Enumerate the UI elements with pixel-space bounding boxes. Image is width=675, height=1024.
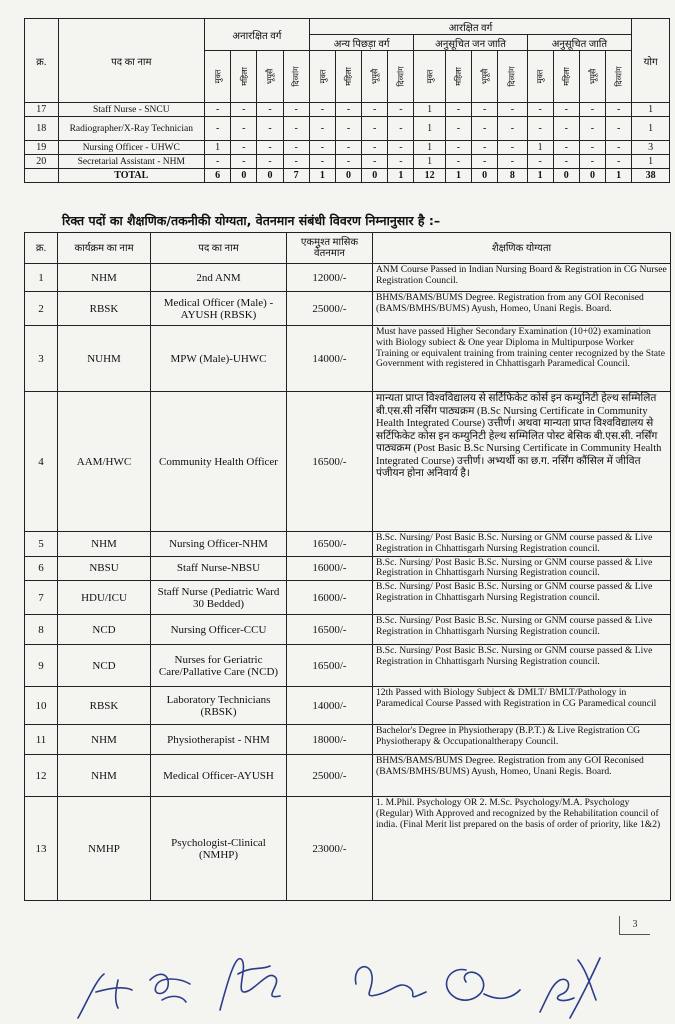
q-salary-header: एकमुश्त मासिक वेतनमान: [287, 233, 373, 264]
subcategory-header: [498, 51, 527, 103]
table-cell: -: [309, 117, 335, 141]
table-cell: 0: [231, 169, 257, 183]
vacancy-rows: [25, 103, 670, 183]
subcategory-header: [579, 51, 605, 103]
subcategory-header: [553, 51, 579, 103]
table-cell-post: 2nd ANM: [151, 264, 287, 292]
table-cell: -: [388, 141, 414, 155]
table-cell: 1: [414, 103, 445, 117]
subcategory-header: [205, 51, 231, 103]
subcategory-header: [335, 51, 361, 103]
table-cell-program: NUHM: [58, 326, 151, 392]
table-cell: 1: [309, 169, 335, 183]
table-cell: -: [205, 117, 231, 141]
table-cell: -: [309, 103, 335, 117]
table-row: [25, 797, 671, 901]
signature-3: [220, 959, 280, 1010]
subcategory-header: [527, 51, 553, 103]
table-cell-post: Staff Nurse (Pediatric Ward 30 Bedded): [151, 581, 287, 615]
subcategory-label: भूपूसै: [265, 68, 275, 85]
table-cell-salary: 14000/-: [287, 687, 373, 725]
table-cell: -: [335, 141, 361, 155]
table-cell: -: [527, 155, 553, 169]
table-cell-sno: 2: [25, 292, 58, 326]
table-row: [25, 581, 671, 615]
table-cell-qual: मान्यता प्राप्त विश्वविद्यालय से सर्टिफिकेट कोर्स इन कम्युनिटी हेल्थ सम्मिलित बी.एस.सी नर्सिंग पाठ्यक्रम (B.Sc Nursing Certificate in Community Health Integrated Course) उत्तीर्ण। अथवा मान्यता प्राप्त विश्वविद्यालय से सर्टिफिकेट कोस इन कम्युनिटी हेल्थ सम्मिलित पोस्ट बेसिक बी.एस.सी. नर्सिंग पाठ्यक्रम (Post Basic B.Sc Nursing Certificate in Community Health Integrated Course) उत्तीर्ण। अभ्यर्थी का छ.ग. नर्सिंग कौंसिल में जीवित पंजीयन होना अनिवार्य है।: [373, 392, 671, 532]
table-cell: 1: [632, 155, 670, 169]
reserved-header: आरक्षित वर्ग: [309, 19, 631, 35]
table-cell: -: [362, 117, 388, 141]
table-row: [25, 141, 670, 155]
table-cell-post: MPW (Male)-UHWC: [151, 326, 287, 392]
table-cell: 0: [257, 169, 283, 183]
table-cell: -: [579, 103, 605, 117]
table-cell-program: RBSK: [58, 687, 151, 725]
table-cell: -: [472, 155, 498, 169]
sc-header: अनुसूचित जन जाति: [414, 35, 527, 51]
table-cell: -: [231, 155, 257, 169]
table-row: [25, 264, 671, 292]
signature-6: [540, 958, 600, 1018]
unreserved-header: अनारक्षित वर्ग: [205, 19, 310, 51]
table-cell: 19: [25, 141, 59, 155]
table-cell-program: NHM: [58, 725, 151, 755]
table-cell: Staff Nurse - SNCU: [58, 103, 205, 117]
table-cell: 0: [472, 169, 498, 183]
table-cell-qual: B.Sc. Nursing/ Post Basic B.Sc. Nursing or GNM course passed & Live Registration in Chhattisgarh Nursing Registration council.: [373, 556, 671, 581]
table-cell: -: [231, 117, 257, 141]
table-row: [25, 103, 670, 117]
table-cell: Secretarial Assistant - NHM: [58, 155, 205, 169]
table-cell-post: Nursing Officer-NHM: [151, 532, 287, 557]
table-cell: -: [231, 141, 257, 155]
table-cell: 0: [335, 169, 361, 183]
table-row: [25, 687, 671, 725]
table-cell: 3: [632, 141, 670, 155]
obc-header: अन्य पिछड़ा वर्ग: [309, 35, 414, 51]
table-cell: -: [231, 103, 257, 117]
table-cell-post: Physiotherapist - NHM: [151, 725, 287, 755]
table-cell-qual: BHMS/BAMS/BUMS Degree. Registration from any GOI Reconised (BAMS/BMHS/BUMS) Ayush, Homeo, Unani Regis. Board.: [373, 755, 671, 797]
table-cell-post: Psychologist-Clinical (NMHP): [151, 797, 287, 901]
table-row: [25, 155, 670, 169]
table-row: [25, 556, 671, 581]
table-cell: -: [498, 141, 527, 155]
signature-1: [78, 974, 132, 1018]
table-cell: TOTAL: [58, 169, 205, 183]
table-cell: -: [553, 141, 579, 155]
table-cell-sno: 10: [25, 687, 58, 725]
table-cell: -: [283, 155, 309, 169]
table-cell-qual: Must have passed Higher Secondary Examination (10+02) examination with Biology subiect & One year Diploma in Multipurpose Worker Training or equivalent training from training center recognized by the State Government with registered in Chhattisgarh Paramedical Council.: [373, 326, 671, 392]
qualification-table: [24, 232, 671, 901]
qualification-rows: [25, 264, 671, 901]
subcategory-label: मुक्त: [425, 69, 435, 84]
signature-2: [150, 974, 190, 1002]
table-row: [25, 755, 671, 797]
table-cell-qual: B.Sc. Nursing/ Post Basic B.Sc. Nursing or GNM course passed & Live Registration in Chhattisgarh Nursing Registration council.: [373, 645, 671, 687]
table-cell: -: [335, 155, 361, 169]
subcategory-label: महिला: [344, 67, 354, 86]
table-cell: 1: [632, 117, 670, 141]
table-cell: 1: [388, 169, 414, 183]
table-cell-post: Laboratory Technicians (RBSK): [151, 687, 287, 725]
table-cell: -: [606, 141, 632, 155]
table-cell: -: [388, 103, 414, 117]
table-cell-qual: 12th Passed with Biology Subject & DMLT/ BMLT/Pathology in Paramedical Course Passed with Registration in CG Paramedical council: [373, 687, 671, 725]
table-row: [25, 615, 671, 645]
table-cell-salary: 25000/-: [287, 292, 373, 326]
subcategory-header: [231, 51, 257, 103]
table-row: [25, 532, 671, 557]
table-cell: -: [388, 117, 414, 141]
table-cell: -: [205, 155, 231, 169]
table-cell: -: [498, 117, 527, 141]
table-cell: 38: [632, 169, 670, 183]
table-cell: 18: [25, 117, 59, 141]
table-cell: -: [445, 117, 471, 141]
table-cell-salary: 14000/-: [287, 326, 373, 392]
table-cell: -: [257, 141, 283, 155]
table-cell-program: NHM: [58, 755, 151, 797]
table-cell: -: [498, 103, 527, 117]
table-cell-salary: 16500/-: [287, 645, 373, 687]
subcategory-header: [472, 51, 498, 103]
table-cell-qual: B.Sc. Nursing/ Post Basic B.Sc. Nursing or GNM course passed & Live Registration in Chhattisgarh Nursing Registration council.: [373, 615, 671, 645]
table-cell: -: [283, 117, 309, 141]
subcategory-label: दिव्यांग: [396, 66, 406, 87]
subcategory-header: [388, 51, 414, 103]
table-cell: 7: [283, 169, 309, 183]
subcategory-header: [257, 51, 283, 103]
table-cell-program: AAM/HWC: [58, 392, 151, 532]
table-cell: 17: [25, 103, 59, 117]
table-cell: -: [472, 103, 498, 117]
table-cell-salary: 16500/-: [287, 615, 373, 645]
table-cell-program: NHM: [58, 264, 151, 292]
table-cell: 1: [414, 117, 445, 141]
subcategory-header: [445, 51, 471, 103]
signature-4: [355, 967, 426, 997]
table-row: [25, 392, 671, 532]
table-cell-salary: 16500/-: [287, 532, 373, 557]
page-number: 3: [619, 916, 650, 935]
q-post-header: पद का नाम: [151, 233, 287, 264]
total-row: [25, 169, 670, 183]
table-cell: -: [335, 103, 361, 117]
table-cell-program: NBSU: [58, 556, 151, 581]
table-cell: 20: [25, 155, 59, 169]
table-cell: -: [472, 117, 498, 141]
table-cell-qual: BHMS/BAMS/BUMS Degree. Registration from any GOI Reconised (BAMS/BMHS/BUMS) Ayush, Homeo, Unani Regis. Board.: [373, 292, 671, 326]
table-cell-post: Nurses for Geriatric Care/Pallative Care (NCD): [151, 645, 287, 687]
table-cell-salary: 16500/-: [287, 392, 373, 532]
table-cell: -: [553, 103, 579, 117]
table-cell: 6: [205, 169, 231, 183]
table-row: [25, 117, 670, 141]
vacancy-table: [24, 18, 670, 183]
table-cell-post: Nursing Officer-CCU: [151, 615, 287, 645]
table-cell-program: NCD: [58, 615, 151, 645]
table-cell: -: [257, 155, 283, 169]
col-post-name-header: पद का नाम: [58, 19, 205, 103]
table-cell: 1: [205, 141, 231, 155]
table-cell: -: [579, 155, 605, 169]
table-cell: -: [579, 117, 605, 141]
table-cell-salary: 18000/-: [287, 725, 373, 755]
col-sno-header: क्र.: [25, 19, 59, 103]
table-cell-qual: Bachelor's Degree in Physiotherapy (B.P.T.) & Live Registration CG Physiotherapy & Occupationaltherapy Council.: [373, 725, 671, 755]
table-cell: -: [445, 103, 471, 117]
table-cell: Nursing Officer - UHWC: [58, 141, 205, 155]
table-cell-sno: 12: [25, 755, 58, 797]
subcategory-label: दिव्यांग: [614, 66, 624, 87]
subcategory-label: दिव्यांग: [291, 66, 301, 87]
subcategory-header: [309, 51, 335, 103]
table-cell: 1: [606, 169, 632, 183]
table-cell: -: [283, 141, 309, 155]
table-cell-salary: 25000/-: [287, 755, 373, 797]
subcategory-label: महिला: [561, 67, 571, 86]
table-cell-post: Medical Officer-AYUSH: [151, 755, 287, 797]
table-cell: 0: [362, 169, 388, 183]
table-cell: -: [309, 141, 335, 155]
signature-5: [447, 970, 520, 1001]
table-cell: -: [388, 155, 414, 169]
table-cell: -: [527, 103, 553, 117]
section-heading: रिक्त पदों का शैक्षणिक/तकनीकी योग्यता, वेतनमान संबंधी विवरण निम्नानुसार है :–: [62, 213, 441, 228]
table-cell: 1: [414, 141, 445, 155]
table-cell-program: NCD: [58, 645, 151, 687]
table-cell: 1: [527, 169, 553, 183]
table-cell: -: [553, 155, 579, 169]
table-cell-post: Community Health Officer: [151, 392, 287, 532]
table-cell-qual: ANM Course Passed in Indian Nursing Board & Registration in CG Nursee Registration Council.: [373, 264, 671, 292]
table-cell-program: HDU/ICU: [58, 581, 151, 615]
table-cell-sno: 11: [25, 725, 58, 755]
subcategory-label: दिव्यांग: [507, 66, 517, 87]
table-cell-salary: 12000/-: [287, 264, 373, 292]
table-cell: -: [445, 155, 471, 169]
table-cell: 1: [632, 103, 670, 117]
table-cell-program: NMHP: [58, 797, 151, 901]
subcategory-label: मुक्त: [213, 69, 223, 84]
table-cell: -: [606, 103, 632, 117]
table-cell-sno: 5: [25, 532, 58, 557]
signatures: [0, 930, 675, 1024]
table-cell: 1: [414, 155, 445, 169]
subcategory-label: महिला: [453, 67, 463, 86]
table-cell-salary: 23000/-: [287, 797, 373, 901]
table-cell: -: [553, 117, 579, 141]
subcategory-header: [606, 51, 632, 103]
table-cell: -: [335, 117, 361, 141]
table-cell-qual: 1. M.Phil. Psychology OR 2. M.Sc. Psychology/M.A. Psychology (Regular) With Approved and recognized by the Rehabilitation council of india. (Final Merit list prepared on the basis of order of priority, like 1&2): [373, 797, 671, 901]
table-cell-sno: 3: [25, 326, 58, 392]
table-cell: -: [579, 141, 605, 155]
table-cell: 0: [553, 169, 579, 183]
subcategory-label: मुक्त: [535, 69, 545, 84]
table-cell: -: [362, 141, 388, 155]
table-cell: -: [498, 155, 527, 169]
table-cell-program: NHM: [58, 532, 151, 557]
table-cell: 8: [498, 169, 527, 183]
table-cell: -: [205, 103, 231, 117]
table-cell-program: RBSK: [58, 292, 151, 326]
subcategory-header: [283, 51, 309, 103]
table-cell: 12: [414, 169, 445, 183]
table-cell: -: [445, 141, 471, 155]
table-cell-post: Medical Officer (Male) -AYUSH (RBSK): [151, 292, 287, 326]
subcategory-label: महिला: [239, 67, 249, 86]
subcategory-header: [362, 51, 388, 103]
table-row: [25, 645, 671, 687]
subcategory-label: मुक्त: [317, 69, 327, 84]
table-cell: -: [283, 103, 309, 117]
table-cell: -: [257, 117, 283, 141]
table-cell-sno: 13: [25, 797, 58, 901]
st-header: अनुसूचित जाति: [527, 35, 632, 51]
table-cell-salary: 16000/-: [287, 556, 373, 581]
table-row: [25, 725, 671, 755]
table-cell: -: [362, 103, 388, 117]
table-cell: -: [257, 103, 283, 117]
table-cell-salary: 16000/-: [287, 581, 373, 615]
table-cell: -: [309, 155, 335, 169]
table-cell: -: [472, 141, 498, 155]
subcategory-label: भूपूसै: [480, 68, 490, 85]
table-cell-sno: 4: [25, 392, 58, 532]
table-cell-qual: B.Sc. Nursing/ Post Basic B.Sc. Nursing or GNM course passed & Live Registration in Chhattisgarh Nursing Registration council.: [373, 532, 671, 557]
table-cell-sno: 1: [25, 264, 58, 292]
table-cell: [25, 169, 59, 183]
subcategory-label: भूपूसै: [587, 68, 597, 85]
subcategory-label: भूपूसै: [370, 68, 380, 85]
table-row: [25, 326, 671, 392]
table-cell-sno: 6: [25, 556, 58, 581]
q-qualification-header: शैक्षणिक योग्यता: [373, 233, 671, 264]
table-cell-sno: 8: [25, 615, 58, 645]
table-cell: -: [362, 155, 388, 169]
table-cell: 1: [445, 169, 471, 183]
table-cell: -: [606, 155, 632, 169]
q-program-header: कार्यक्रम का नाम: [58, 233, 151, 264]
table-cell: 1: [527, 141, 553, 155]
table-cell: -: [606, 117, 632, 141]
q-sno-header: क्र.: [25, 233, 58, 264]
table-cell-sno: 9: [25, 645, 58, 687]
table-cell-post: Staff Nurse-NBSU: [151, 556, 287, 581]
table-cell: 0: [579, 169, 605, 183]
table-cell-qual: B.Sc. Nursing/ Post Basic B.Sc. Nursing or GNM course passed & Live Registration in Chhattisgarh Nursing Registration council.: [373, 581, 671, 615]
col-total-header: योग: [632, 19, 670, 103]
table-row: [25, 292, 671, 326]
table-cell-sno: 7: [25, 581, 58, 615]
table-cell: Radiographer/X-Ray Technician: [58, 117, 205, 141]
table-cell: -: [527, 117, 553, 141]
subcategory-header: [414, 51, 445, 103]
